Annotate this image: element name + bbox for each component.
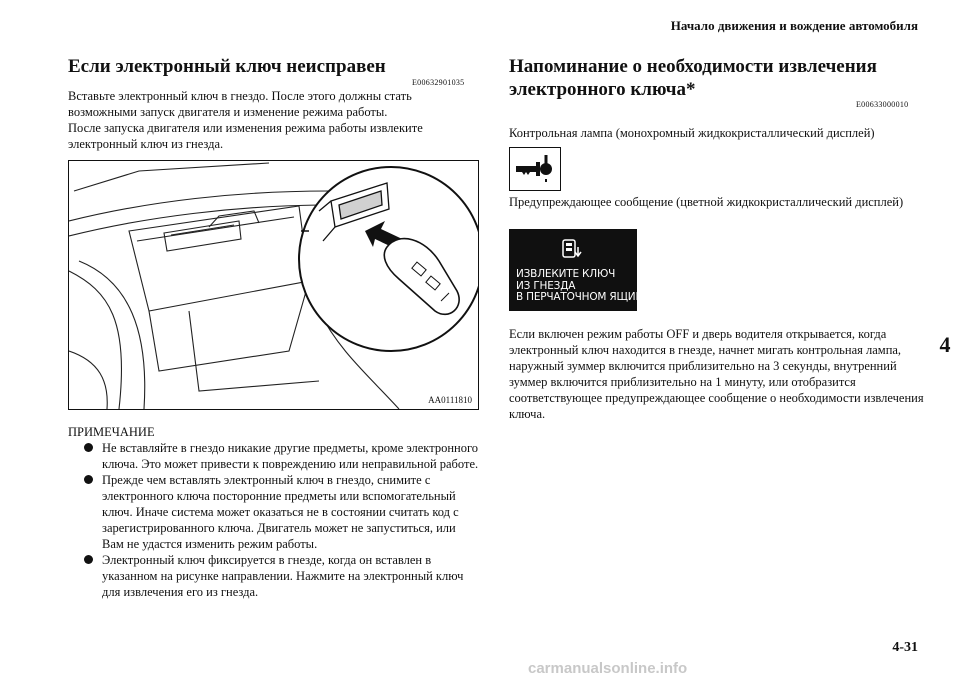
note-list [80,440,480,600]
key-slot-display-icon [561,239,585,263]
right-title-line-2: электронного ключа* [509,79,696,100]
note-title: ПРИМЕЧАНИЕ [68,425,155,439]
left-section-title: Если электронный ключ неисправен [68,56,386,77]
key-slot-illustration [68,160,479,410]
display-message [516,269,649,304]
watermark: carmanualsonline.info [528,660,688,677]
display-line-2: ИЗ ГНЕЗДА [516,279,576,292]
bullet-icon [84,555,93,564]
running-header: Начало движения и вождение автомобиля [670,18,918,33]
right-title-line-1: Напоминание о необходимости извлечения [509,56,877,77]
figure-code: AA0111810 [428,395,472,405]
left-paragraph-1: Вставьте электронный ключ в гнездо. После этого должны стать возможными запуск двигателя и изменение режима работы. [68,89,412,119]
note-item: Прежде чем вставлять электронный ключ в гнездо, снимите с электронного ключа посторонние предметы или вспомогательный ключ. Иначе система может оказаться не в состоянии считать код с зарегистрированного ключа. Двигатель может не запуститься, или Вам не удастся изменить режим работы. [80,472,480,552]
page-number: 4-31 [892,640,918,655]
lamp-caption: Контрольная лампа (монохромный жидкокристаллический дисплей) [509,126,875,140]
left-section-code: E00632901035 [412,78,465,87]
note-item: Не вставляйте в гнездо никакие другие предметы, кроме электронного ключа. Это может привести к повреждению или неправильной работе. [80,440,480,472]
right-section-title [509,55,929,101]
key-warning-lamp [509,147,561,191]
chapter-tab: 4 [930,320,960,370]
bullet-icon [84,443,93,452]
note-item: Электронный ключ фиксируется в гнезде, когда он вставлен в указанном на рисунке направлении. Нажмите на электронный ключ для извлечения его из гнезда. [80,552,480,600]
display-line-1: ИЗВЛЕКИТЕ КЛЮЧ [516,268,616,280]
right-section-code: E00633000010 [856,100,909,109]
right-paragraph: Если включен режим работы OFF и дверь водителя открывается, когда электронный ключ находится в гнезде, начнет мигать контрольная лампа, наружный зуммер включится приблизительно на 3 секунды, внутренний зуммер включится приблизительно на 1 минуту, или отобразится соответствующее предупреждающее сообщение о необходимости извлечения ключа. [509,327,924,421]
left-intro-text [68,88,478,152]
message-caption: Предупреждающее сообщение (цветной жидкокристаллический дисплей) [509,195,904,209]
bullet-icon [84,475,93,484]
left-paragraph-2: После запуска двигателя или изменения режима работы извлеките электронный ключ из гнезда. [68,121,423,151]
key-exclamation-icon [510,148,560,190]
warning-message-display [509,229,650,311]
glovebox-drawing [69,161,478,409]
display-line-3: В ПЕРЧАТОЧНОМ ЯЩИКЕ [516,291,650,303]
